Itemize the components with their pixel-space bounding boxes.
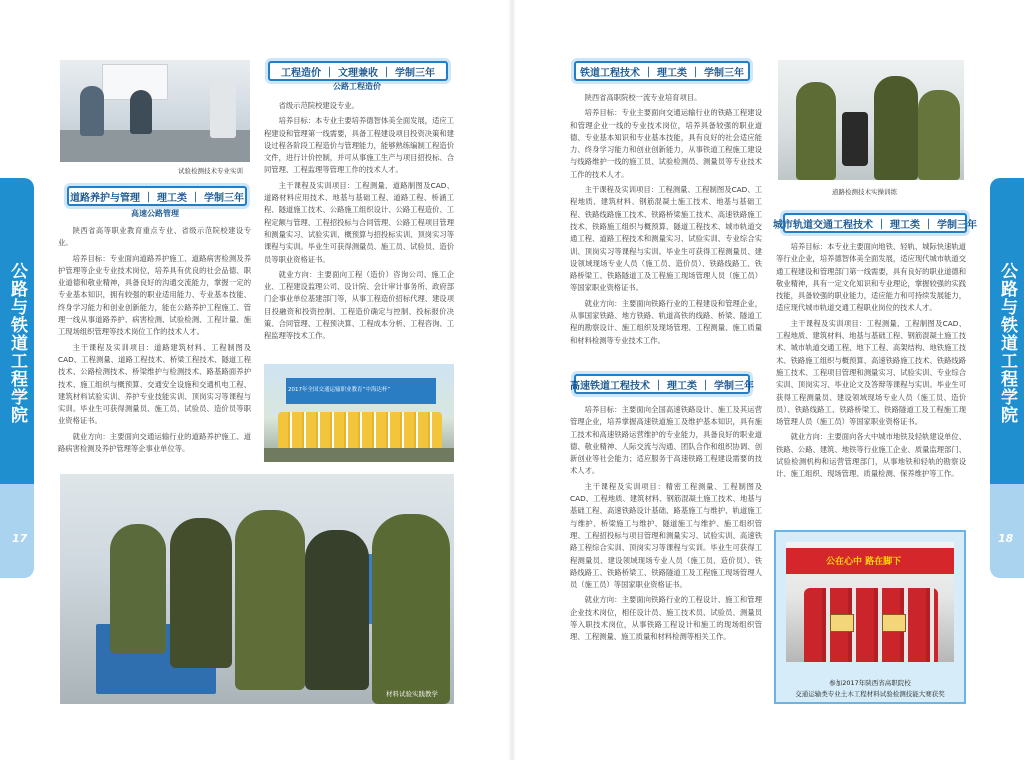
paragraph: 主干课程及实训项目：道路建筑材料、工程制图及CAD、工程测量、道路工程技术、桥梁工程技术、隧道工程技术、公路检测技术、桥梁维护与检测技术、路基路面养护技术、施工组织与概预算、交通安全设施和交通机电工程、建筑材料试验实训、养护专业技能实训、顶岗实习等课程与实训。毕业生可获得测量员、施工员、试验员、造价员等职业资格证书。: [58, 342, 251, 426]
right-page-number: 18: [998, 532, 1014, 545]
cost-engineering-heading: 工程造价 ｜ 文理兼收 ｜ 学制三年: [268, 61, 448, 81]
ground-shape: [264, 448, 454, 462]
left-side-title: 公路与铁道工程学院: [7, 262, 27, 424]
paragraph: 主干课程及实训项目：工程测量、工程制图及CAD、工程地质、建筑材料、地基与基础工程、钢筋混凝土施工技术、城市轨道交通工程、地下工程、高架结构、地铁施工技术、铁路施工组织与概预算、高速铁路施工技术、铁路线路施工技术、工程项目管理和测量实习、试验实训、专业综合实训、顶岗实习、毕业论文及答辩等课程与实训。毕业生可获得工程测量员、建设领域现场专业人员（施工员、造价员）、铁路线路工、铁路桥梁工、铁路隧道工及工程施工现场管理人员（施工员）等国家职业资格证书。: [776, 318, 966, 427]
student-figure: [305, 530, 369, 690]
certificate-shape: [882, 614, 906, 632]
left-side-lower: [0, 484, 34, 578]
cost-engineering-body: [264, 100, 454, 343]
paragraph: 就业方向：主要面向工程（造价）咨询公司、施工企业、工程建设监理公司、设计院、会计审计事务所、政府部门企事业单位基建部门等，从事工程造价招标代理、建设项目投融资和投资控制、工程造价确定与控制、投标报价决策、合同管理、工程预决算、工程成本分析、工程咨询、工程监理等技术工作。: [264, 269, 454, 341]
competition-banner-text: 2017年全国交通运输职业教育“中海达杯”: [288, 387, 391, 393]
paragraph: 就业方向：主要面向交通运输行业的道路养护施工、道路病害检测及养护管理等企事业单位等。: [58, 431, 251, 454]
right-side-title: 公路与铁道工程学院: [997, 262, 1017, 424]
award-caption-line-2: 交通运输类专业土木工程材料试验检测技能大赛获奖: [795, 690, 945, 698]
road-testing-photo: [778, 60, 964, 180]
railway-heading: 铁道工程技术 ｜ 理工类 ｜ 学制三年: [574, 61, 750, 81]
student-figure: [235, 510, 305, 690]
paragraph: 培养目标：主要面向全国高速铁路设计、施工及其运营管理企业，培养掌握高速铁道施工及维护基本知识，具有施工技术和高速铁路运营维护的专业能力，具备良好的职业道德、敬业精神、人际交流与沟通、团队合作和组织协调、创新创业等社会能力；适应服务于高速铁路工程建设需要的技术人才。: [570, 405, 762, 476]
student-figure: [372, 514, 450, 704]
lab-training-caption: 试验检测技术专业实训: [178, 167, 243, 175]
paragraph: 就业方向：主要面向各大中城市地铁及轻轨建设单位、铁路、公路、建筑、地铁等行业施工企业、质量监理部门、试验检测机构和运营管理部门，从事地铁和轻轨的勘察设计、施工组织、现场管理、质量检测、保养维护等工作。: [776, 432, 966, 479]
left-page-number: 17: [12, 532, 28, 545]
paragraph: 主干课程及实训项目：精密工程测量、工程制图及CAD、工程地质、建筑材料、钢筋混凝土施工技术、地基与基础工程、高速铁路设计基础、路基施工与维护、轨道施工与维护、桥梁施工与维护、隧道施工与维护、施工组织管理、工程招投标与项目管理和测量实习、试验实训、高速铁路工程综合实训、顶岗实习等课程与实训。毕业生可获得工程测量员、建设领域现场专业人员（施工员、造价员）、铁路线路工、铁路桥梁工、铁路隧道工及工程施工现场管理人员（施工员）等国家职业资格证书。: [570, 481, 762, 590]
right-side-lower: [990, 484, 1024, 578]
materials-lab-photo: [60, 474, 454, 704]
paragraph: 培养目标：本专业主要培养德智体美全面发展，适应工程建设和管理第一线需要，具备工程建设项目投资决策和建设过程各阶段工程造价与管理能力，能够熟练编制工程造价文件，进行计价控制，并可从事施工生产与项目招投标、合同管理、工程监理等管理工作的技术人才。: [264, 116, 454, 175]
cost-engineering-subheading: 公路工程造价: [333, 82, 381, 91]
student-figure: [80, 86, 104, 136]
road-maintenance-body: [58, 225, 251, 455]
highspeed-heading: 高速铁道工程技术 ｜ 理工类 ｜ 学制三年: [574, 374, 750, 394]
student-figure: [170, 518, 232, 668]
student-figure: [130, 90, 152, 134]
paragraph: 就业方向：主要面向铁路行业的工程设计、施工和管理企业技术岗位，相任设计员、施工技术员、试验员、测量员等入职技术岗位，从事铁路工程设计和施工的现场组织管理、工程测量、施工质量和材料检测等相关工作。: [570, 595, 762, 642]
competition-photo: [264, 364, 454, 462]
award-photo-frame: [774, 530, 966, 704]
road-maintenance-subheading: 高速公路管理: [131, 209, 179, 218]
urban-rail-body: [776, 241, 966, 481]
student-figure: [918, 90, 960, 180]
urban-rail-heading: 城市轨道交通工程技术 ｜ 理工类 ｜ 学制三年: [783, 213, 967, 233]
paragraph: 培养目标：专业主要面向交通运输行业的铁路工程建设和管理企业一线的专业技术岗位，培养具备较强的职业道德、专业基本知识和专业基本技能，具有良好的社会适应能力、终身学习能力和创业创新能力，从事铁道工程施工建设与线路维护一线的施工员、试验检测员、测量员等专业技术工作的技术人才。: [570, 108, 762, 179]
highspeed-body: [570, 404, 762, 644]
road-maintenance-heading: 道路养护与管理 ｜ 理工类 ｜ 学制三年: [67, 186, 247, 206]
paragraph: 陕西省高等职业教育重点专业、省级示范院校建设专业。: [58, 226, 251, 248]
paragraph: 主干课程及实训项目：工程测量、工程制图及CAD、工程地质、建筑材料、钢筋混凝土施工技术、地基与基础工程、铁路线路施工技术、铁路桥梁施工技术、高速铁路施工技术、铁路施工组织与概预算、隧道工程技术、城市轨道交通工程、道路工程技术和测量实习、试验实训、专业综合实训、顶岗实习等课程与实训。毕业生可获得工程测量员、建设领域现场专业人员（施工员、造价员）、铁路线路工、铁路桥梁工、铁路隧道工及工程施工现场管理人员（施工员）等国家职业资格证书。: [570, 185, 762, 293]
paragraph: 培养目标：本专业主要面向地铁、轻轨、城际快速轨道等行业企业，培养德智体美全面发展，适应现代城市轨道交通工程建设和管理部门第一线需要，具有良好的职业道德和敬业精神，具有一定文化知识和专业理论，掌握较强的实践技能，具备较强的职业能力，适应能力和可持续发展能力，适应现代城市轨道交通工程职业岗位的技术人才。: [776, 242, 966, 313]
paragraph: 主干课程及实训项目：工程测量、道路制图及CAD、道路材料应用技术、地基与基础工程、道路工程、桥涵工程、隧道施工技术、公路施工组织设计、公路工程造价、工程定额与管理、工程招投标与合同管理、公路工程项目管理和测量实习、试验实训、概预算与招投标实训、顶岗实习等课程与实训。毕业生可获得测量员、施工员、试验员、造价员等职业资格证书。: [264, 180, 454, 264]
road-testing-caption: 道路检测技术实操训练: [832, 188, 897, 196]
student-figure: [796, 82, 836, 180]
student-figure: [110, 524, 166, 654]
equipment-shape: [842, 112, 868, 166]
page-gutter: [508, 0, 516, 760]
paragraph: 就业方向：主要面向铁路行业的工程建设和管理企业，从事国家铁路、地方铁路、轨道高铁的线路、桥梁、隧道工程的勘察设计、施工组织及现场管理、工程测量、施工质量和材料检测等专业技术工作。: [570, 298, 762, 345]
student-figure: [210, 78, 236, 138]
lab-training-photo: [60, 60, 250, 162]
team-row: [804, 588, 938, 662]
award-banner-text: 公在心中 路在脚下: [826, 557, 902, 567]
paragraph: 培养目标：专业面向道路养护施工、道路病害检测及养护管理等企业专业技术岗位，培养具有优良的社会品德、职业道德和敬业精神，具备良好的沟通交流能力，掌握一定的专业基本知识，拥有较强的职业适用能力、专业基本技能、终身学习能力和创业创新能力，能在公路养护工程施工、管理一线从事道路养护、病害检测、试验检测、工程计量、施工现场组织管理等技术岗位工作的技术人才。: [58, 253, 251, 337]
materials-lab-caption: 材料试验实践教学: [386, 690, 438, 698]
award-photo: [786, 542, 954, 662]
paragraph: 省级示范院校建设专业。: [278, 101, 359, 110]
student-figure: [874, 76, 918, 180]
team-row: [278, 412, 442, 448]
railway-body: [570, 92, 762, 347]
certificate-shape: [830, 614, 854, 632]
award-caption-line-1: 参加2017年陕西省高职院校: [829, 679, 911, 687]
paragraph: 陕西省高职院校一流专业培育项目。: [584, 93, 702, 102]
